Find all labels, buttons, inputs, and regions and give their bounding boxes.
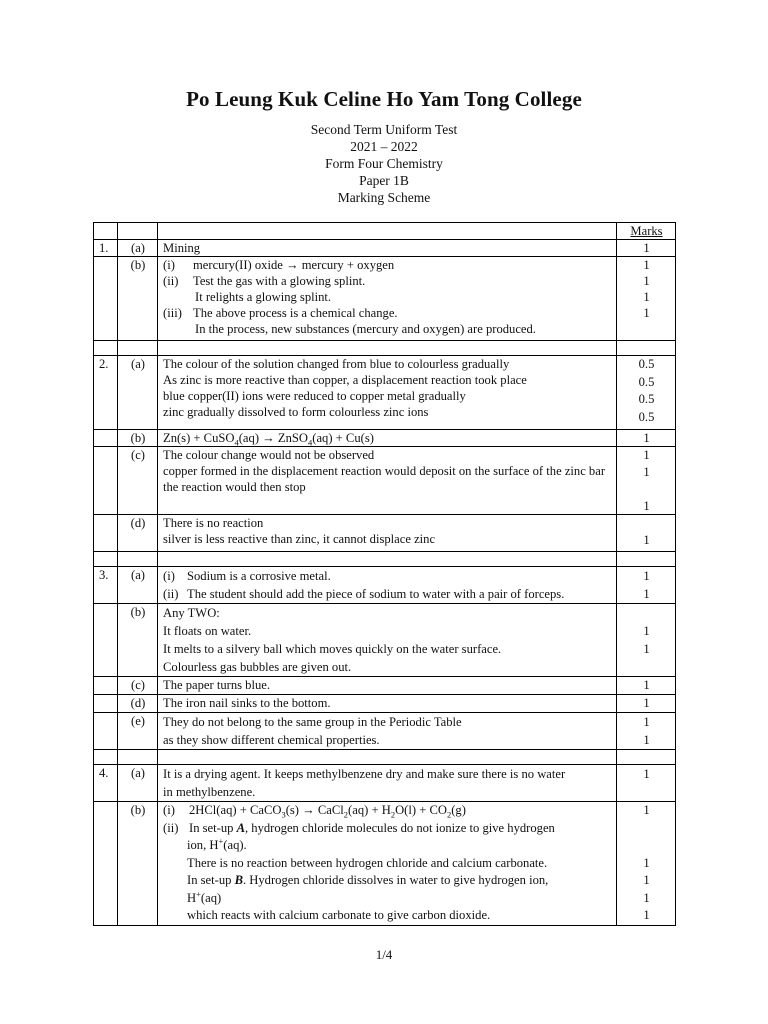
part-label: (b) <box>118 802 158 926</box>
table-row <box>94 356 676 430</box>
marks-value: 1 <box>617 240 676 257</box>
answer-text: There is no reaction silver is less reactive than zinc, it cannot displace zinc <box>158 515 617 552</box>
document-subtitle <box>0 121 768 206</box>
part-label: (b) <box>118 257 158 341</box>
part-label: (a) <box>118 567 158 604</box>
marks-value: 1 <box>617 695 676 713</box>
item-number: (i) <box>163 258 175 272</box>
marks-value: 1 1 1 1 <box>617 257 676 341</box>
spacer-row <box>94 552 676 567</box>
answer-text: The colour of the solution changed from blue to colourless gradually As zinc is more reactive than copper, a displacement reaction took place blue copper(II) ions were reduced to copper metal gradually zinc gradually dissolved to form colourless zinc ions <box>158 356 617 430</box>
answer-text <box>158 257 617 341</box>
marks-value: 1 1 1 1 1 <box>617 802 676 926</box>
answer-line: In the process, new substances (mercury and oxygen) are produced. <box>195 322 536 336</box>
subtitle-line: Marking Scheme <box>337 190 431 205</box>
answer-text: They do not belong to the same group in the Periodic Table as they show different chemical properties. <box>158 713 617 750</box>
setup-label: A <box>236 820 245 835</box>
part-label: (b) <box>118 604 158 677</box>
marks-value: 1 1 1 <box>617 447 676 515</box>
table-row <box>94 713 676 750</box>
table-row <box>94 447 676 515</box>
part-label: (c) <box>118 447 158 515</box>
marks-value: 0.5 0.5 0.5 0.5 <box>617 356 676 430</box>
table-row <box>94 567 676 604</box>
part-label: (a) <box>118 240 158 257</box>
marks-value: 1 1 <box>617 567 676 604</box>
marking-scheme-table <box>93 222 676 926</box>
answer-text: (i) 2HCl(aq) + CaCO$_3$(s) → CaCl$_2$(aq) + $H_2O(l) + CO_2(g)$ (ii) In set-up A, hydrogen chloride molecules do not ionize to give hydrogen ion, H+(aq). There is no reaction between hydrogen chloride and calcium carbonate. In set-up B. Hydrogen chloride dissolves in water to give hydrogen ion, H+(aq) which reacts with calcium carbonate to give carbon dioxide. <box>158 802 617 926</box>
answer-text: It is a drying agent. It keeps methylbenzene dry and make sure there is no water in methylbenzene. <box>158 765 617 802</box>
part-label: (b) <box>118 430 158 447</box>
table-row <box>94 802 676 926</box>
table-row <box>94 257 676 341</box>
answer-text: (i) Sodium is a corrosive metal. (ii) The student should add the piece of sodium to water with a pair of forceps. <box>158 567 617 604</box>
answer-text: The colour change would not be observed copper formed in the displacement reaction would deposit on the surface of the zinc bar the reaction would then stop <box>158 447 617 515</box>
answer-text: The paper turns blue. <box>158 677 617 695</box>
table-header-row <box>94 223 676 240</box>
chemical-equation: Zn(s) + CuSO$_4$(aq) → ZnSO$_4$(aq) + Cu(s) <box>158 430 617 447</box>
part-label: (e) <box>118 713 158 750</box>
question-number: 1. <box>94 240 118 257</box>
subtitle-line: Form Four Chemistry <box>325 156 443 171</box>
table-row <box>94 430 676 447</box>
marks-value: 1 <box>617 515 676 552</box>
answer-line: mercury(II) oxide → mercury + oxygen <box>193 258 395 272</box>
table-row <box>94 695 676 713</box>
part-label: (d) <box>118 695 158 713</box>
item-number: (iii) <box>163 306 182 320</box>
question-number: 3. <box>94 567 118 604</box>
answer-line: Test the gas with a glowing splint. <box>193 274 366 288</box>
answer-text: The iron nail sinks to the bottom. <box>158 695 617 713</box>
setup-label: B <box>234 873 243 887</box>
question-number: 4. <box>94 765 118 802</box>
part-label: (d) <box>118 515 158 552</box>
part-label: (c) <box>118 677 158 695</box>
marks-header: Marks <box>617 223 676 240</box>
table-row <box>94 677 676 695</box>
spacer-row <box>94 750 676 765</box>
table-row <box>94 765 676 802</box>
part-label: (a) <box>118 356 158 430</box>
question-number: 2. <box>94 356 118 430</box>
marks-value: 1 1 <box>617 713 676 750</box>
school-name: Po Leung Kuk Celine Ho Yam Tong College <box>186 87 582 111</box>
table-row <box>94 240 676 257</box>
chemical-equation: (i) 2HCl(aq) + CaCO$_3$(s) → CaCl$_2$(aq) + $H_2O(l) + CO_2(g)$ <box>163 803 466 820</box>
answer-text: Mining <box>158 240 617 257</box>
subtitle-line: 2021 – 2022 <box>350 139 418 154</box>
marks-value: 1 1 <box>617 604 676 677</box>
item-number: (ii) <box>163 274 179 288</box>
answer-line: The above process is a chemical change. <box>193 306 398 320</box>
marks-value: 1 <box>617 677 676 695</box>
page-number: 1/4 <box>375 947 393 962</box>
marks-value: 1 <box>617 430 676 447</box>
table-row <box>94 515 676 552</box>
part-label: (a) <box>118 765 158 802</box>
answer-text: Any TWO: It floats on water. It melts to a silvery ball which moves quickly on the water surface. Colourless gas bubbles are given out. <box>158 604 617 677</box>
subtitle-line: Paper 1B <box>359 173 409 188</box>
answer-line: It relights a glowing splint. <box>195 290 332 304</box>
table-row <box>94 604 676 677</box>
marks-value: 1 <box>617 765 676 802</box>
spacer-row <box>94 341 676 356</box>
subtitle-line: Second Term Uniform Test <box>310 122 458 137</box>
